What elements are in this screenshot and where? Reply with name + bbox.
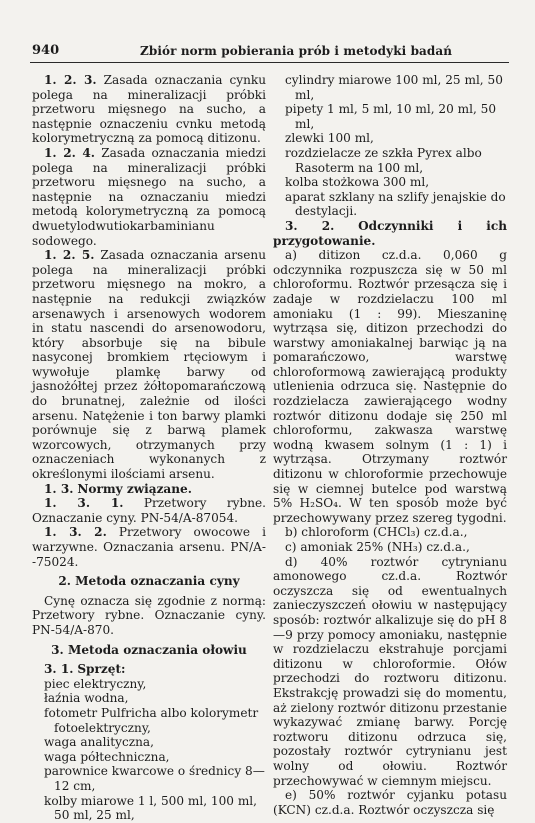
equipment-item: kolba stożkowa 300 ml, bbox=[285, 175, 430, 190]
reagent-a: a) ditizon cz.d.a. 0,060 g odczynnika rozpuszcza się w 50 ml chloroformu. Roztwór przesącza się i zadaje w rozdzielaczu 100 ml amoniaku (1 : 99). Mieszaninę wytrząsa się, ditizon przechodzi do warstwy amoniakalnej barwiąc ją na pomarańczowo, warstwę chloroformową zawierającą produkty utlenienia odrzuca się. Następnie do rozdzielacza zawierającego wodny roztwór ditizonu dodaje się 250 ml chloroformu, zakwasza warstwę wodną kwasem solnym (1 : 1) i wytrząsa. Otrzymany roztwór ditizonu w chloroformie przechowuje się w ciemnej butelce pod warstwą 5% H₂SO₄. W ten sposób może być przechowywany przez szereg tygodni. bbox=[273, 248, 507, 525]
reagent-e: e) 50% roztwór cyjanku potasu (KCN) cz.d.a. Roztwór oczyszcza się bbox=[273, 788, 507, 817]
equipment-item: pipety 1 ml, 5 ml, 10 ml, 20 ml, 50 ml, bbox=[285, 102, 497, 131]
paragraph-1-2-4: 1. 2. 4. Zasada oznaczania miedzi polega na mineralizacji próbki przetworu mięsnego na sucho, a następnie na oznaczaniu miedzi metodą kolorymetryczną za pomocą dwuetylodwutiokarbaminianu sodowego. bbox=[32, 145, 266, 248]
reagent-c: c) amoniak 25% (NH₃) cz.d.a., bbox=[285, 540, 470, 554]
section-2-heading: 2. Metoda oznaczania cyny bbox=[58, 574, 240, 589]
equipment-item: waga analityczna, bbox=[44, 735, 154, 750]
equipment-item: kolby miarowe 1 l, 500 ml, 100 ml, 50 ml, 25 ml, bbox=[44, 793, 258, 823]
section-3-2-heading: 3. 2. Odczynniki i ich przygotowanie. bbox=[273, 218, 507, 248]
section-1-3-heading: 1. 3. Normy związane. bbox=[44, 481, 192, 496]
left-column bbox=[32, 73, 266, 823]
equipment-item: zlewki 100 ml, bbox=[285, 131, 374, 146]
equipment-item: waga półtechniczna, bbox=[44, 749, 170, 764]
equipment-item: cylindry miarowe 100 ml, 25 ml, 50 ml, bbox=[285, 73, 503, 102]
paragraph-1-2-3: 1. 2. 3. Zasada oznaczania cynku polega na mineralizacji próbki przetworu mięsnego na sucho, a następnie oznaczeniu cvnku metodą kolorymetryczną za pomocą ditizonu. bbox=[32, 73, 266, 146]
section-3-heading: 3. Metoda oznaczania ołowiu bbox=[51, 642, 247, 657]
equipment-item: fotometr Pulfricha albo kolorymetr fotoelektryczny, bbox=[44, 705, 259, 735]
equipment-item: parownice kwarcowe o średnicy 8—12 cm, bbox=[44, 764, 265, 793]
section-2-text: Cynę oznacza się zgodnie z normą: Przetwory rybne. Oznaczanie cyny. PN-54/A-870. bbox=[32, 593, 266, 637]
page-number: 940 bbox=[32, 43, 60, 58]
running-title: Zbiór norm pobierania prób i metodyki badań bbox=[140, 44, 453, 58]
equipment-item: łaźnia wodna, bbox=[44, 691, 129, 706]
running-header bbox=[30, 40, 509, 63]
equipment-item: aparat szklany na szlify jenajskie do destylacji. bbox=[285, 189, 506, 219]
equipment-item: rozdzielacze ze szkła Pyrex albo Rasoterm na 100 ml, bbox=[285, 145, 482, 175]
paragraph-1-2-5: 1. 2. 5. Zasada oznaczania arsenu polega na mineralizacji próbki przetworu mięsnego na mokro, a następnie na redukcji związków arsenawych i arsenowych wodorem in statu nascendi do arsenowodoru, który absorbuje się na bibule nasyconej bromkiem rtęciowym i wywołuje plamkę barwy od jasnożółtej przez żółtopomarańczową do brunatnej, zależnie od ilości arsenu. Natężenie i ton barwy plamki porównuje się z barwą plamek wzorcowych, otrzymanych przy oznaczeniach wykonanych z określonymi ilościami arsenu. bbox=[32, 248, 266, 482]
paragraph-1-3-2: 1. 3. 2. Przetwory owocowe i warzywne. Oznaczania arsenu. PN/A--75024. bbox=[32, 525, 266, 569]
paragraph-1-3-1: 1. 3. 1. Przetwory rybne. Oznaczanie cyny. PN-54/A-87054. bbox=[32, 496, 266, 525]
section-3-1-heading: 3. 1. Sprzęt: bbox=[44, 662, 126, 677]
equipment-item: piec elektryczny, bbox=[44, 676, 147, 691]
reagent-d: d) 40% roztwór cytrynianu amonowego cz.d.a. Roztwór oczyszcza się od ewentualnych zanieczyszczeń ołowiu w następujący sposób: roztwór alkalizuje się do pH 8—9 przy pomocy amoniaku, następnie w rozdzielaczu ekstrahuje porcjami ditizonu w chloroformie. Ołów przechodzi do roztworu ditizonu. Ekstrakcję prowadzi się do momentu, aż zielony roztwór ditizonu przestanie wykazywać zmianę barwy. Porcję roztworu ditizonu odrzuca się, pozostały roztwór cytrynianu jest wolny od ołowiu. Roztwór przechowywać w ciemnym miejscu. bbox=[273, 554, 507, 788]
right-column bbox=[273, 73, 507, 817]
reagent-b: b) chloroform (CHCl₃) cz.d.a., bbox=[285, 525, 468, 540]
